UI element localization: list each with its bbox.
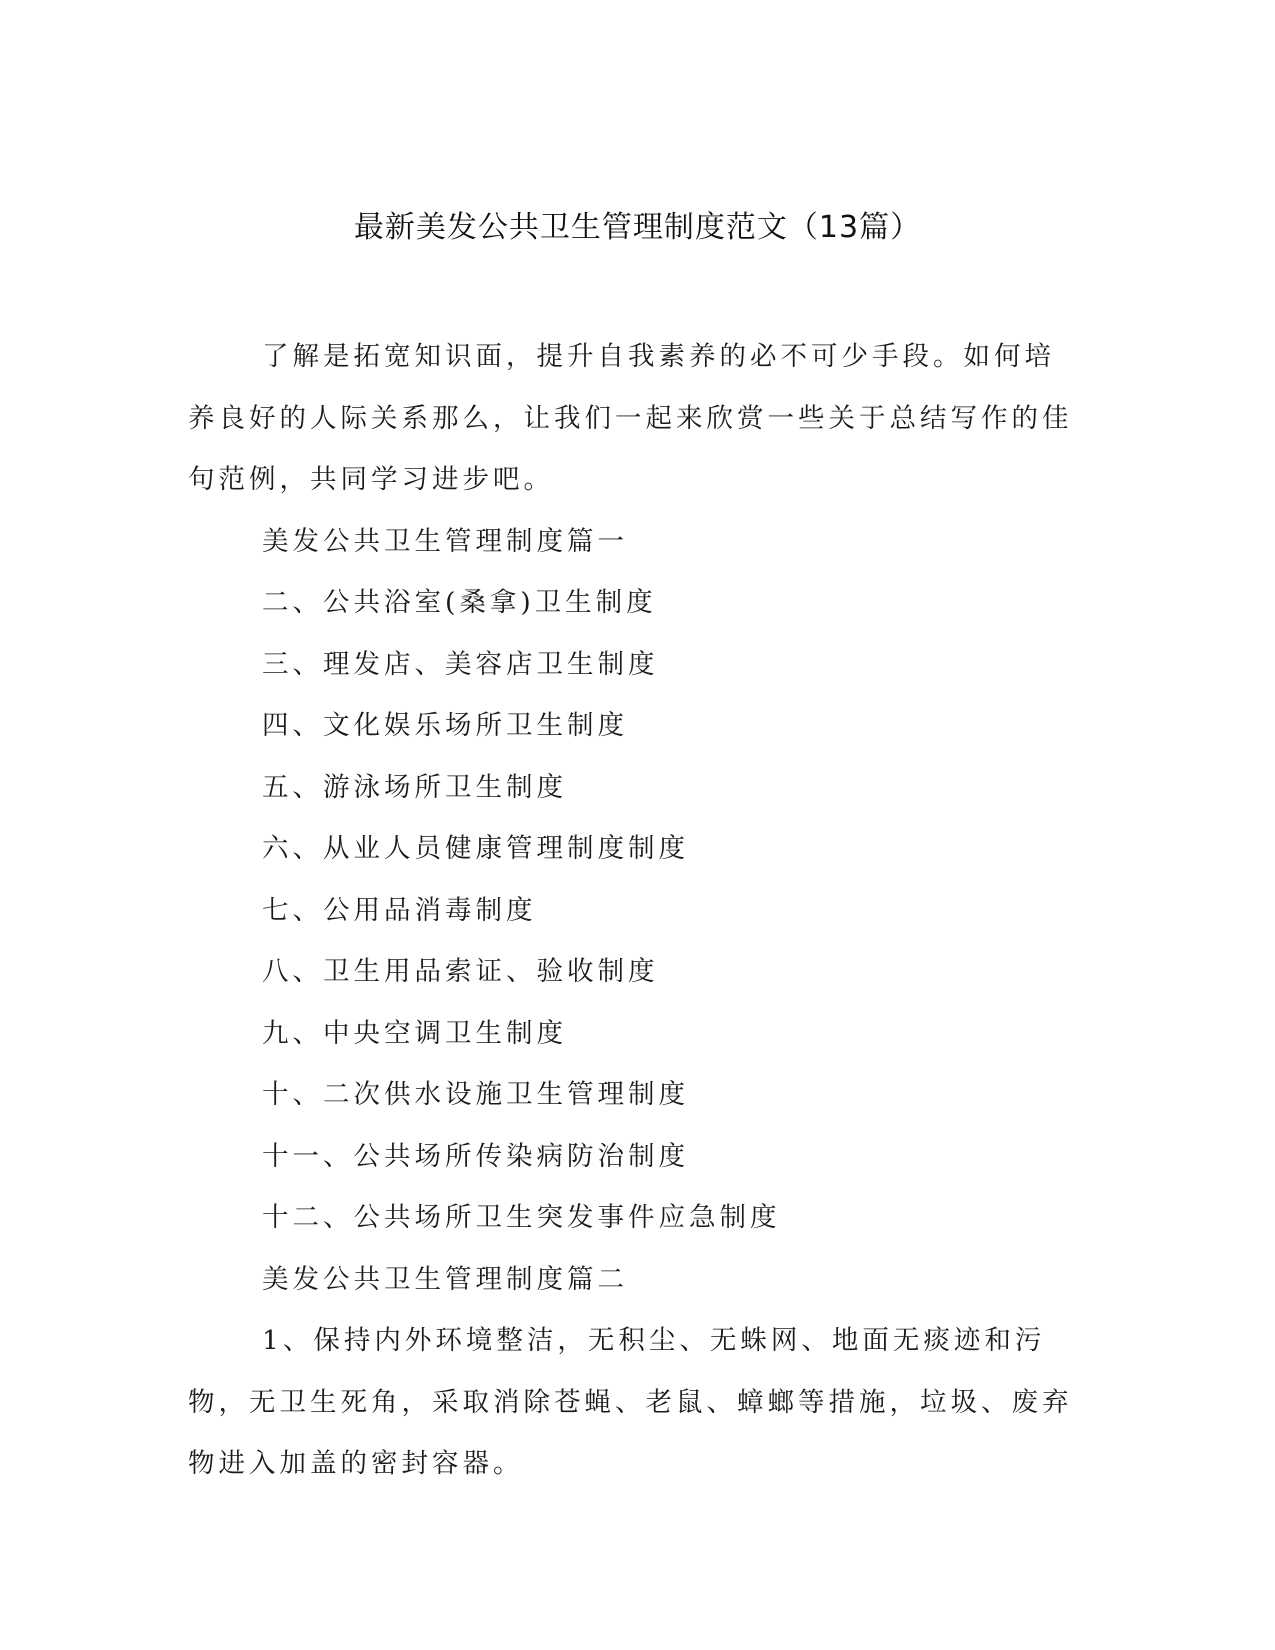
section-heading-2: 美发公共卫生管理制度篇二 xyxy=(262,1263,628,1295)
body-paragraph: 1、保持内外环境整洁，无积尘、无蛛网、地面无痰迹和污物，无卫生死角，采取消除苍蝇、老鼠、蟑螂等措施，垃圾、废弃物进入加盖的密封容器。 xyxy=(188,1325,1073,1479)
list-item: 十一、公共场所传染病防治制度 xyxy=(262,1140,689,1172)
list-item: 九、中央空调卫生制度 xyxy=(262,1017,567,1049)
list-item: 六、从业人员健康管理制度制度 xyxy=(262,833,689,864)
list-item: 四、文化娱乐场所卫生制度 xyxy=(262,710,628,741)
list-item: 八、卫生用品索证、验收制度 xyxy=(262,956,659,987)
list-item: 三、理发店、美容店卫生制度 xyxy=(262,648,659,680)
document-title: 最新美发公共卫生管理制度范文（13篇） xyxy=(353,210,922,245)
list-item: 十二、公共场所卫生突发事件应急制度 xyxy=(262,1202,781,1233)
intro-paragraph: 了解是拓宽知识面，提升自我素养的必不可少手段。如何培养良好的人际关系那么，让我们一起来欣赏一些关于总结写作的佳句范例，共同学习进步吧。 xyxy=(188,341,1073,495)
list-item: 二、公共浴室(桑拿)卫生制度 xyxy=(262,587,657,618)
document-body xyxy=(188,326,1078,1495)
section-heading-1: 美发公共卫生管理制度篇一 xyxy=(262,525,628,557)
list-item: 十、二次供水设施卫生管理制度 xyxy=(262,1079,689,1110)
list-item: 七、公用品消毒制度 xyxy=(262,894,537,926)
list-item: 五、游泳场所卫生制度 xyxy=(262,771,567,803)
